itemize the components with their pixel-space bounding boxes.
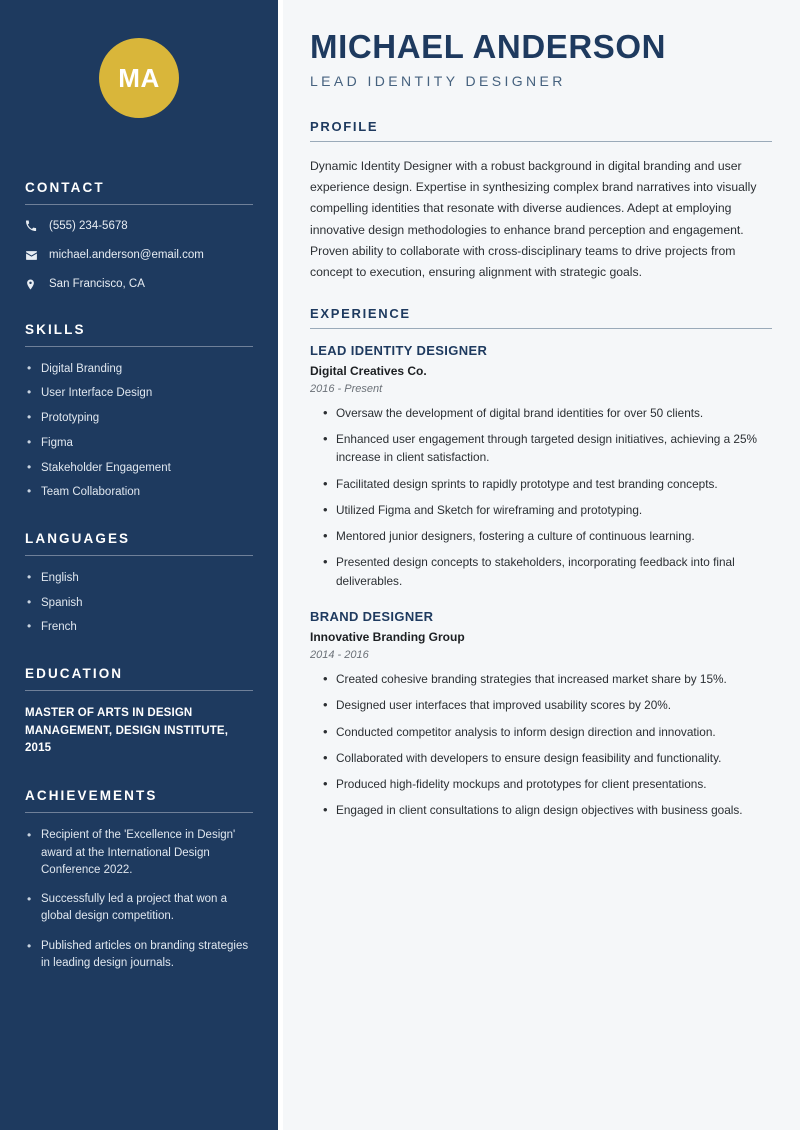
map-pin-icon: [25, 278, 43, 291]
languages-heading: LANGUAGES: [25, 530, 131, 546]
achievements-heading: ACHIEVEMENTS: [25, 788, 158, 804]
languages-divider: [25, 555, 253, 556]
list-item: • Utilized Figma and Sketch for wireframing and prototyping.: [310, 501, 772, 519]
list-item: • Mentored junior designers, fostering a culture of continuous learning.: [310, 527, 772, 545]
list-item: • Digital Branding: [25, 361, 253, 378]
experience-divider: [310, 328, 772, 329]
skills-list: [25, 361, 253, 501]
experience-heading: EXPERIENCE: [310, 305, 411, 321]
avatar-wrapper: [25, 38, 253, 118]
list-item: • Facilitated design sprints to rapidly prototype and test branding concepts.: [310, 475, 772, 493]
page-title: MICHAEL ANDERSON: [310, 28, 667, 65]
list-item: • User Interface Design: [25, 385, 253, 402]
list-item: • Enhanced user engagement through targeted design initiatives, achieving a 25% increase in client satisfaction.: [310, 430, 772, 467]
list-item: • Created cohesive branding strategies that increased market share by 15%.: [310, 670, 772, 688]
list-item: • Prototyping: [25, 410, 253, 427]
list-item: • Presented design concepts to stakeholders, incorporating feedback into final deliverables.: [310, 553, 772, 590]
contact-heading: CONTACT: [25, 180, 105, 195]
experience-entry: [310, 343, 772, 590]
experience-dates: 2014 - 2016: [310, 648, 369, 661]
list-item: • Successfully led a project that won a global design competition.: [25, 891, 253, 926]
experience-company: Innovative Branding Group: [310, 629, 465, 644]
contact-email-value: michael.anderson@email.com: [49, 248, 204, 261]
list-item: • Figma: [25, 435, 253, 452]
contact-item-phone: [25, 219, 253, 234]
list-item: • French: [25, 619, 253, 636]
achievements-list: [25, 827, 253, 972]
achievements-section: [25, 788, 253, 972]
profile-divider: [310, 141, 772, 142]
experience-section: [310, 306, 772, 820]
contact-item-email: [25, 248, 253, 263]
list-item: • Collaborated with developers to ensure design feasibility and functionality.: [310, 749, 772, 767]
list-item: • English: [25, 570, 253, 587]
envelope-icon: [25, 249, 43, 262]
list-item: • Team Collaboration: [25, 484, 253, 501]
profile-section: [310, 119, 772, 284]
education-divider: [25, 690, 253, 691]
education-section: [25, 666, 253, 758]
phone-icon: [25, 220, 43, 232]
list-item: • Spanish: [25, 595, 253, 612]
list-item: • Engaged in client consultations to align design objectives with business goals.: [310, 801, 772, 819]
avatar-monogram: MA: [99, 38, 179, 118]
contact-divider: [25, 204, 253, 205]
achievements-divider: [25, 812, 253, 813]
experience-entry: [310, 609, 772, 820]
languages-section: [25, 531, 253, 636]
experience-dates: 2016 - Present: [310, 382, 383, 395]
list-item: • Stakeholder Engagement: [25, 460, 253, 477]
list-item: • Conducted competitor analysis to inform design direction and innovation.: [310, 723, 772, 741]
experience-company: Digital Creatives Co.: [310, 363, 427, 378]
skills-section: [25, 322, 253, 501]
education-heading: EDUCATION: [25, 665, 124, 681]
sidebar: [0, 0, 278, 1130]
main-column: [283, 0, 800, 1130]
experience-job-title: BRAND DESIGNER: [310, 608, 434, 624]
experience-job-title: LEAD IDENTITY DESIGNER: [310, 342, 488, 358]
skills-heading: SKILLS: [25, 321, 86, 337]
profile-heading: PROFILE: [310, 118, 379, 134]
contact-location-value: San Francisco, CA: [49, 277, 145, 290]
experience-bullet-list: [310, 404, 772, 590]
profile-text: Dynamic Identity Designer with a robust background in digital branding and user experience design. Expertise in synthesizing complex brand narratives into visually compelling identities that resonate with diverse audiences. Adept at employing innovative design methodologies to enhance brand perception and engagement. Proven ability to collaborate with cross-disciplinary teams to drive projects from concept to execution, ensuring alignment with strategic goals.: [310, 158, 757, 280]
experience-bullet-list: [310, 670, 772, 820]
contact-item-location: [25, 277, 253, 292]
skills-divider: [25, 346, 253, 347]
list-item: • Oversaw the development of digital brand identities for over 50 clients.: [310, 404, 772, 422]
list-item: • Designed user interfaces that improved usability scores by 20%.: [310, 696, 772, 714]
languages-list: [25, 570, 253, 636]
contact-section: [25, 180, 253, 292]
job-role-subtitle: LEAD IDENTITY DESIGNER: [310, 72, 566, 89]
list-item: • Published articles on branding strategies in leading design journals.: [25, 938, 253, 973]
list-item: • Produced high-fidelity mockups and prototypes for client presentations.: [310, 775, 772, 793]
contact-phone-value: (555) 234-5678: [49, 220, 128, 232]
education-entry: MASTER OF ARTS IN DESIGN MANAGEMENT, DESIGN INSTITUTE, 2015: [25, 706, 229, 755]
list-item: • Recipient of the 'Excellence in Design' award at the International Design Conference 2022.: [25, 827, 253, 879]
